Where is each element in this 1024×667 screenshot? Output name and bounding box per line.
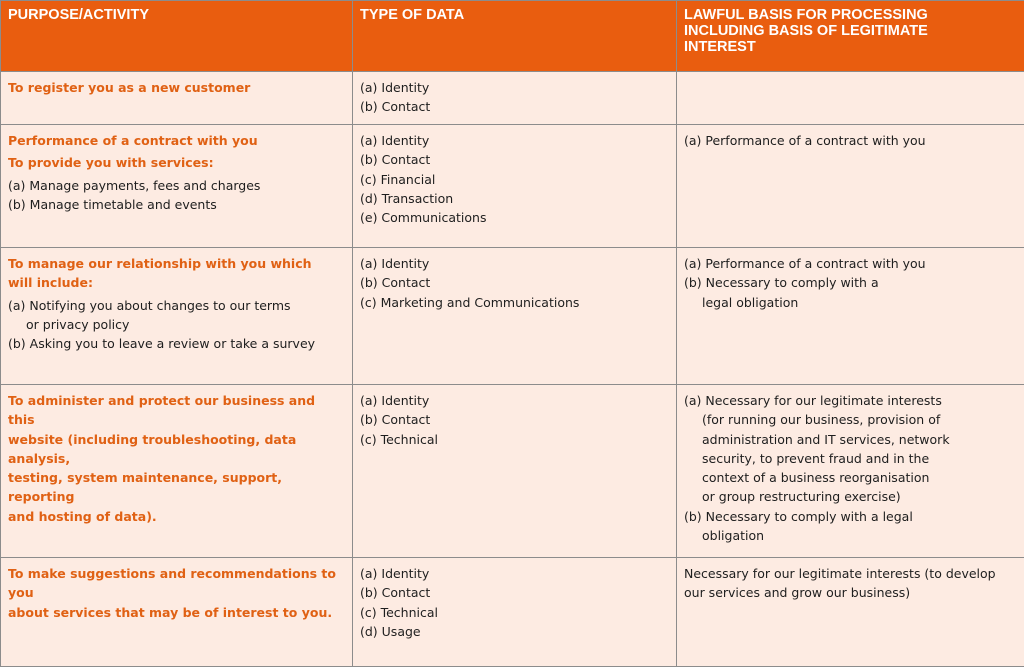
basis-cell — [677, 72, 1024, 125]
header-purpose: PURPOSE/ACTIVITY — [1, 1, 353, 72]
header-row — [1, 1, 1024, 72]
table-row — [1, 125, 1024, 248]
basis-item: legal obligation — [684, 293, 1017, 312]
basis-item: (for running our business, provision of — [684, 410, 1017, 429]
basis-cell — [677, 558, 1024, 667]
basis-item: context of a business reorganisation — [684, 468, 1017, 487]
basis-item: (a) Necessary for our legitimate interests — [684, 391, 1017, 410]
type-item: (d) Transaction — [360, 189, 669, 208]
purpose-title: To manage our relationship with you which — [8, 254, 345, 273]
basis-item: our services and grow our business) — [684, 583, 1017, 602]
purpose-title: and hosting of data). — [8, 507, 345, 526]
purpose-item: (b) Manage timetable and events — [8, 195, 345, 214]
type-item: (a) Identity — [360, 564, 669, 583]
type-item: (c) Marketing and Communications — [360, 293, 669, 312]
type-item: (b) Contact — [360, 273, 669, 292]
purpose-cell — [1, 385, 353, 558]
type-cell — [353, 125, 677, 248]
purpose-cell — [1, 558, 353, 667]
type-item: (d) Usage — [360, 622, 669, 641]
type-item: (a) Identity — [360, 131, 669, 150]
header-lawful-basis-line: LAWFUL BASIS FOR PROCESSING — [684, 7, 1017, 23]
basis-item: (b) Necessary to comply with a legal — [684, 507, 1017, 526]
type-cell — [353, 385, 677, 558]
table-row — [1, 385, 1024, 558]
type-item: (a) Identity — [360, 254, 669, 273]
basis-item: Necessary for our legitimate interests (to develop — [684, 564, 1017, 583]
type-item: (c) Technical — [360, 603, 669, 622]
purpose-title: Performance of a contract with you — [8, 131, 345, 150]
type-item: (a) Identity — [360, 391, 669, 410]
basis-cell — [677, 248, 1024, 385]
header-type-of-data: TYPE OF DATA — [353, 1, 677, 72]
basis-cell — [677, 125, 1024, 248]
header-lawful-basis-line: INTEREST — [684, 39, 1017, 55]
basis-item: administration and IT services, network — [684, 430, 1017, 449]
type-cell — [353, 248, 677, 385]
type-item: (b) Contact — [360, 410, 669, 429]
purpose-cell — [1, 72, 353, 125]
purpose-title: will include: — [8, 273, 345, 292]
purpose-title: about services that may be of interest to you. — [8, 603, 345, 622]
purpose-title: To administer and protect our business and this — [8, 391, 345, 430]
header-lawful-basis — [677, 1, 1024, 72]
header-lawful-basis-line: INCLUDING BASIS OF LEGITIMATE — [684, 23, 1017, 39]
basis-item: obligation — [684, 526, 1017, 545]
basis-item: (b) Necessary to comply with a — [684, 273, 1017, 292]
purpose-subtitle: To provide you with services: — [8, 153, 345, 172]
purpose-cell — [1, 248, 353, 385]
basis-item: (a) Performance of a contract with you — [684, 131, 1017, 150]
purpose-item: (a) Manage payments, fees and charges — [8, 176, 345, 195]
type-item: (a) Identity — [360, 78, 669, 97]
basis-item: (a) Performance of a contract with you — [684, 254, 1017, 273]
basis-item: or group restructuring exercise) — [684, 487, 1017, 506]
basis-item: security, to prevent fraud and in the — [684, 449, 1017, 468]
purpose-title: website (including troubleshooting, data analysis, — [8, 430, 345, 469]
type-item: (b) Contact — [360, 583, 669, 602]
type-item: (c) Technical — [360, 430, 669, 449]
type-item: (b) Contact — [360, 150, 669, 169]
purpose-item: (b) Asking you to leave a review or take a survey — [8, 334, 345, 353]
table-row — [1, 248, 1024, 385]
type-item: (e) Communications — [360, 208, 669, 227]
type-item: (c) Financial — [360, 170, 669, 189]
purpose-cell — [1, 125, 353, 248]
purpose-title: To make suggestions and recommendations to you — [8, 564, 345, 603]
purpose-item: (a) Notifying you about changes to our terms — [8, 296, 345, 315]
type-cell — [353, 72, 677, 125]
type-item: (b) Contact — [360, 97, 669, 116]
basis-cell — [677, 385, 1024, 558]
table-row — [1, 72, 1024, 125]
purpose-title: testing, system maintenance, support, reporting — [8, 468, 345, 507]
type-cell — [353, 558, 677, 667]
purpose-title: To register you as a new customer — [8, 78, 345, 97]
purpose-item: or privacy policy — [8, 315, 345, 334]
table-row — [1, 558, 1024, 667]
